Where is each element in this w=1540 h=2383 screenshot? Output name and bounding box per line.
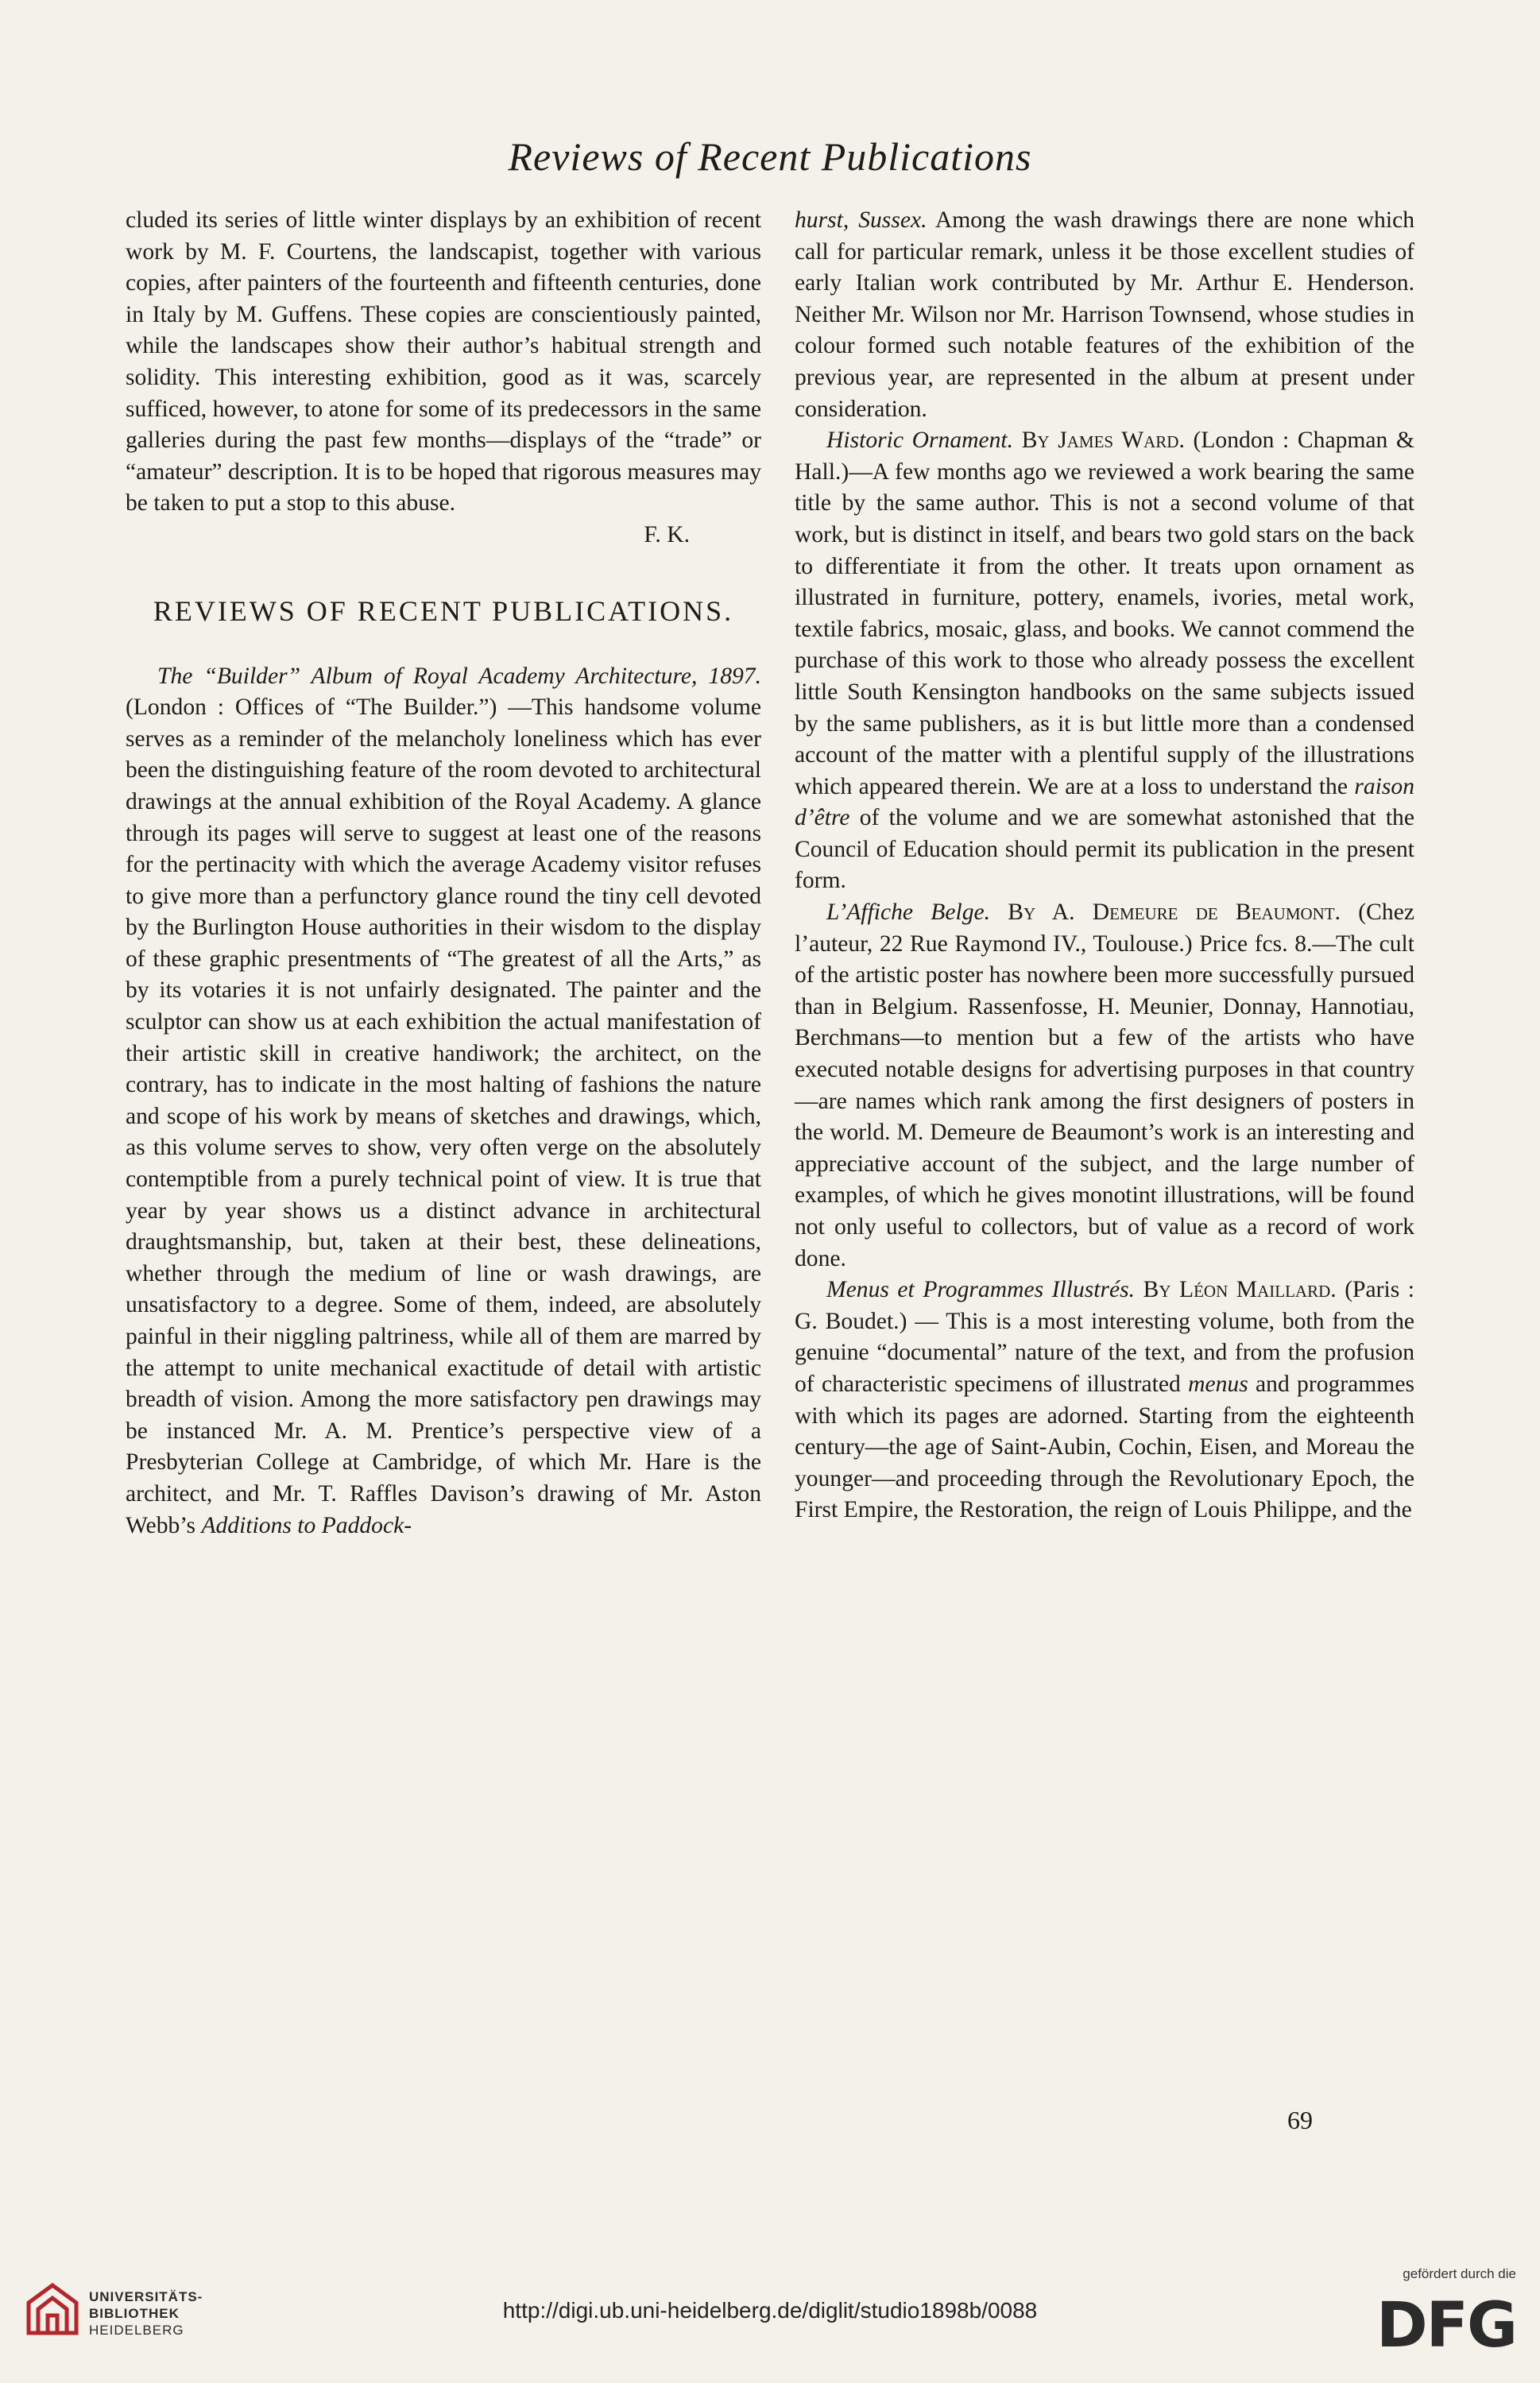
review-title: The “Builder” Album of Royal Academy Architecture, 1897. (157, 663, 761, 689)
review-body-end: of the volume and we are somewhat astonished that the Council of Education should permit its publication in the present form. (795, 805, 1414, 894)
library-name-line: UNIVERSITÄTS- (89, 2289, 203, 2304)
library-name-line: BIBLIOTHEK (89, 2306, 180, 2321)
review-author: By Léon Maillard. (1143, 1277, 1337, 1303)
left-column (126, 205, 761, 1542)
page-number: 69 (1287, 2106, 1313, 2134)
permalink-url[interactable]: http://digi.ub.uni-heidelberg.de/diglit/studio1898b/0088 (502, 2298, 1038, 2323)
review-body: (Paris : G. Boudet.) — This is a most interesting volume, both from the genuine “documental” nature of the text, and from the profusion of characteristic specimens of illustrated (795, 1277, 1414, 1397)
review-paragraph (795, 897, 1414, 1275)
paragraph: cluded its series of little winter displays by an exhibition of recent work by M. F. Courtens, the landscapist, together with various copies, after painters of the fourteenth and fifteenth centuries, done in Italy by M. Guffens. These copies are conscientiously painted, while the landscapes show their author’s habitual strength and solidity. This interesting exhibition, good as it was, scarcely sufficed, however, to atone for some of its predecessors in the same galleries during the past few months—displays of the “trade” or “amateur” description. It is to be hoped that rigorous measures may be taken to put a stop to this abuse. (126, 207, 761, 516)
review-body-end: and programmes with which its pages are adorned. Starting from the eighteenth century—the age of Saint-Aubin, Cochin, Eisen, and Moreau the younger—and proceeding through the Revolutionary Epoch, the First Empire, the Restoration, the reign of Louis Philippe, and the (795, 1371, 1414, 1523)
funding-label: gefördert durch die (1403, 2266, 1516, 2281)
paragraph-body: Among the wash drawings there are none which call for particular remark, unless it be those excellent studies of early Italian work contributed by Mr. Arthur E. Henderson. Neither Mr. Wilson nor Mr. Harrison Townsend, whose studies in colour formed such notable features of the exhibition of the previous year, are represented in the album at present under consideration. (795, 207, 1414, 422)
digitization-footer (0, 2249, 1540, 2383)
paragraph (795, 205, 1414, 425)
signature: F. K. (644, 521, 690, 547)
continued-title: hurst, Sussex. (795, 207, 927, 233)
review-body: (London : Chapman & Hall.)—A few months ago we reviewed a work bearing the same title by the same author. This is not a second volume of that work, but is distinct in itself, and bears two gold stars on the back to differentiate it from the other. It treats upon ornament as illustrated in furniture, pottery, enamels, ivories, metal work, textile fabrics, mosaic, glass, and books. We cannot commend the purchase of this work to those who already possess the excellent little South Kensington handbooks on the same subjects issued by the same publishers, as it is but little more than a condensed account of the matter with a plentiful supply of the illustrations which appeared therein. We are at a loss to understand the (795, 427, 1414, 799)
review-italic: menus (1188, 1371, 1248, 1397)
review-paragraph (795, 1275, 1414, 1526)
review-body: (London : Offices of “The Builder.”) —This handsome volume serves as a reminder of the melancholy loneliness which has ever been the distinguishing feature of the room devoted to architectural drawings at the annual exhibition of the Royal Academy. A glance through its pages will serve to suggest at least one of the reasons for the pertinacity with which the average Academy visitor refuses to give more than a perfunctory glance round the tiny cell devoted by the Burlington House authorities in their wisdom to the display of these graphic presentments of “The greatest of all the Arts,” as by its votaries it is not unfairly designated. The painter and the sculptor can show us at each exhibition the actual manifestation of their artistic skill in creative handiwork; the architect, on the contrary, has to indicate in the most halting of fashions the nature and scope of his work by means of sketches and drawings, which, as this volume serves to show, very often verge on the absolutely contemptible from a purely technical point of view. It is true that year by year shows us a distinct advance in architectural draughtsmanship, but, taken at their best, these delineations, whether through the medium of line or wash drawings, are unsatisfactory to a degree. Some of them, indeed, are absolutely painful in their niggling paltriness, while all of them are marred by the attempt to unite mechanical exactitude of detail with artistic breadth of vision. Among the more satisfactory pen drawings may be instanced Mr. A. M. Prentice’s perspective view of a Presbyterian College at Cambridge, of which Mr. Hare is the architect, and Mr. T. Raffles Davison’s drawing of Mr. Aston Webb’s (126, 694, 761, 1538)
running-title: Reviews of Recent Publications (508, 134, 1032, 179)
section-heading: REVIEWS OF RECENT PUBLICATIONS. (153, 594, 734, 627)
review-author: By James Ward. (1021, 427, 1185, 454)
review-title: Historic Ornament. (826, 427, 1014, 454)
review-author: By A. Demeure de Beaumont. (1008, 899, 1341, 926)
review-body: (Chez l’auteur, 22 Rue Raymond IV., Toulouse.) Price fcs. 8.—The cult of the artistic poster has nowhere been more successfully pursued than in Belgium. Rassenfosse, H. Meunier, Donnay, Hannotiau, Berchmans—to mention but a few of the artists who have executed notable designs for advertising purposes in that country—are names which rank among the first designers of posters in the world. M. Demeure de Beaumont’s work is an interesting and appreciative account of the subject, and the large number of examples, of which he gives monotint illustrations, will be found not only useful to collectors, but of value as a record of work done. (795, 899, 1414, 1271)
review-tail: Additions to Paddock- (201, 1512, 412, 1538)
dfg-logo: DFG (1376, 2290, 1516, 2362)
review-italic: raison d’être (795, 773, 1414, 831)
right-column (795, 205, 1414, 1526)
library-name-line: HEIDELBERG (89, 2323, 184, 2338)
review-title: L’Affiche Belge. (826, 899, 991, 926)
review-paragraph (126, 661, 761, 1542)
review-paragraph (795, 425, 1414, 897)
review-title: Menus et Programmes Illustrés. (826, 1277, 1136, 1303)
